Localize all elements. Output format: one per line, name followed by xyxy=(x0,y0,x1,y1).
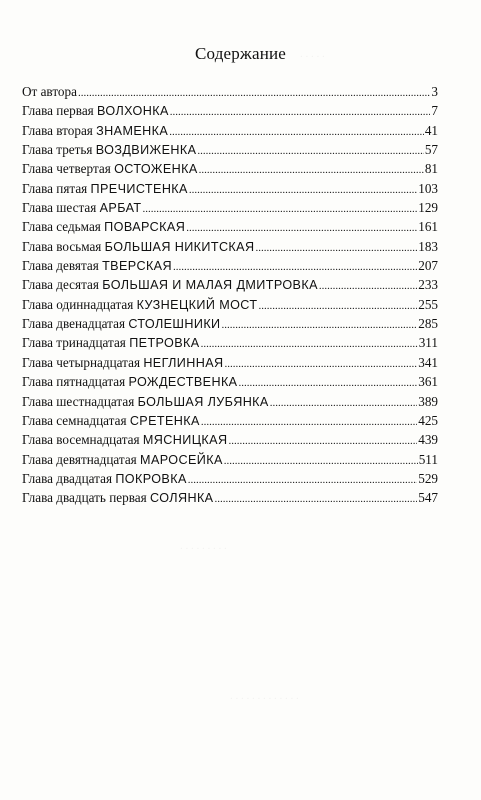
toc-entry xyxy=(22,411,438,430)
toc-entry-label xyxy=(22,469,187,489)
toc-entry-page-number: 389 xyxy=(418,393,438,409)
dot-leader xyxy=(199,161,424,180)
toc-entry-chapter-name: БОЛЬШАЯ И МАЛАЯ ДМИТРОВКА xyxy=(102,278,318,293)
dot-leader xyxy=(222,316,418,335)
toc-entry xyxy=(22,333,438,352)
table-of-contents xyxy=(22,82,438,508)
toc-entry-label xyxy=(22,121,168,141)
toc-entry-label xyxy=(22,314,221,334)
toc-entry xyxy=(22,82,438,101)
bleed-through-text: . . . . . . . . . . . . . xyxy=(230,690,299,702)
dot-leader xyxy=(224,452,418,471)
toc-entry-label xyxy=(22,179,188,199)
dot-leader xyxy=(197,142,423,161)
toc-entry-chapter-name: ПЕТРОВКА xyxy=(129,336,200,351)
toc-entry xyxy=(22,392,438,411)
toc-entry-label xyxy=(22,430,227,450)
dot-leader xyxy=(255,239,417,258)
toc-entry xyxy=(22,217,438,236)
toc-entry xyxy=(22,353,438,372)
toc-entry-chapter-name: АРБАТ xyxy=(99,201,142,216)
toc-entry-chapter-name: ВОЗДВИЖЕНКА xyxy=(95,143,197,158)
toc-entry-label xyxy=(22,295,257,315)
toc-entry-chapter-name: ЗНАМЕНКА xyxy=(96,123,169,138)
toc-entry-label xyxy=(22,101,169,121)
toc-entry-page-number: 341 xyxy=(418,354,438,370)
toc-entry xyxy=(22,121,438,140)
toc-entry-prefix: Глава пятая xyxy=(22,180,91,196)
toc-entry-chapter-name: ПОВАРСКАЯ xyxy=(104,220,186,235)
toc-entry-prefix: Глава десятая xyxy=(22,277,103,293)
toc-entry xyxy=(22,450,438,469)
toc-entry-page-number: 233 xyxy=(418,277,438,293)
toc-entry-page-number: 529 xyxy=(418,470,438,486)
toc-entry xyxy=(22,469,438,488)
dot-leader xyxy=(188,471,417,490)
dot-leader xyxy=(170,103,431,122)
toc-entry-chapter-name: МЯСНИЦКАЯ xyxy=(142,433,228,448)
toc-entry-label xyxy=(22,488,213,508)
toc-entry-prefix: Глава третья xyxy=(22,142,96,158)
toc-entry-chapter-name: ОСТОЖЕНКА xyxy=(114,162,198,177)
toc-entry-prefix: Глава девятая xyxy=(22,258,103,274)
toc-entry-chapter-name: СРЕТЕНКА xyxy=(129,413,200,428)
toc-entry-prefix: Глава семнадцатая xyxy=(22,412,130,428)
toc-entry-prefix: Глава двадцать первая xyxy=(22,490,151,506)
toc-entry-label xyxy=(22,372,237,392)
toc-entry-prefix: Глава тринадцатая xyxy=(22,335,130,351)
toc-entry-label xyxy=(22,82,77,101)
toc-entry xyxy=(22,101,438,120)
toc-entry-prefix: Глава четвертая xyxy=(22,161,115,177)
bleed-through-text: . . . . . . . . . xyxy=(180,540,227,552)
toc-entry xyxy=(22,430,438,449)
dot-leader xyxy=(228,432,417,451)
toc-entry-label xyxy=(22,140,196,160)
toc-entry-label xyxy=(22,392,269,412)
toc-entry-label xyxy=(22,333,200,353)
bleed-through-text: . . . . . xyxy=(300,48,325,60)
toc-entry-page-number: 425 xyxy=(418,412,438,428)
toc-entry-page-number: 41 xyxy=(424,122,438,138)
toc-entry-prefix: Глава вторая xyxy=(22,122,97,138)
toc-entry-prefix: Глава двенадцатая xyxy=(22,316,129,332)
dot-leader xyxy=(189,181,417,200)
toc-entry-page-number: 511 xyxy=(418,451,438,467)
toc-entry xyxy=(22,179,438,198)
toc-entry-chapter-name: КУЗНЕЦКИЙ МОСТ xyxy=(136,297,258,312)
toc-entry xyxy=(22,140,438,159)
dot-leader xyxy=(201,335,418,354)
toc-entry-chapter-name: ПРЕЧИСТЕНКА xyxy=(90,181,188,196)
dot-leader xyxy=(169,123,424,142)
toc-entry xyxy=(22,237,438,256)
toc-entry xyxy=(22,256,438,275)
toc-entry-prefix: Глава восьмая xyxy=(22,238,105,254)
toc-entry-prefix: Глава пятнадцатая xyxy=(22,374,129,390)
toc-entry-page-number: 255 xyxy=(418,296,438,312)
toc-entry-label xyxy=(22,256,172,276)
toc-entry-label xyxy=(22,450,223,470)
toc-entry-chapter-name: НЕГЛИННАЯ xyxy=(143,355,224,370)
toc-entry-page-number: 183 xyxy=(418,238,438,254)
toc-entry xyxy=(22,314,438,333)
toc-entry-page-number: 7 xyxy=(431,103,438,119)
toc-entry-prefix: Глава первая xyxy=(22,103,98,119)
toc-entry-prefix: Глава седьмая xyxy=(22,219,105,235)
toc-entry-page-number: 207 xyxy=(418,258,438,274)
toc-entry-page-number: 547 xyxy=(418,490,438,506)
dot-leader xyxy=(270,394,418,413)
toc-entry-label xyxy=(22,411,200,431)
dot-leader xyxy=(258,297,417,316)
toc-entry-prefix: От автора xyxy=(22,84,77,99)
dot-leader xyxy=(225,355,418,374)
toc-entry-prefix: Глава восемнадцатая xyxy=(22,432,143,448)
toc-entry-page-number: 439 xyxy=(418,432,438,448)
toc-entry-prefix: Глава шестая xyxy=(22,200,100,216)
toc-entry-page-number: 57 xyxy=(424,142,438,158)
toc-entry xyxy=(22,159,438,178)
toc-entry-chapter-name: СТОЛЕШНИКИ xyxy=(128,317,221,332)
toc-entry-chapter-name: ПОКРОВКА xyxy=(115,471,187,486)
toc-entry-prefix: Глава шестнадцатая xyxy=(22,393,138,409)
toc-entry-page-number: 361 xyxy=(418,374,438,390)
toc-entry-chapter-name: ВОЛХОНКА xyxy=(97,104,169,119)
toc-entry-prefix: Глава одиннадцатая xyxy=(22,296,137,312)
toc-entry-label xyxy=(22,217,185,237)
toc-entry xyxy=(22,372,438,391)
toc-entry xyxy=(22,488,438,507)
toc-entry-page-number: 129 xyxy=(418,200,438,216)
toc-entry-label xyxy=(22,275,318,295)
toc-entry-label xyxy=(22,159,198,179)
toc-entry-page-number: 3 xyxy=(431,84,438,99)
toc-entry-label xyxy=(22,237,254,257)
toc-entry-page-number: 81 xyxy=(424,161,438,177)
toc-entry-prefix: Глава девятнадцатая xyxy=(22,451,141,467)
toc-entry-chapter-name: БОЛЬШАЯ ЛУБЯНКА xyxy=(137,394,269,409)
toc-entry-label xyxy=(22,198,142,218)
toc-entry-page-number: 311 xyxy=(418,335,438,351)
toc-entry-label xyxy=(22,353,224,373)
toc-entry-prefix: Глава двадцатая xyxy=(22,470,116,486)
dot-leader xyxy=(201,413,417,432)
toc-entry-chapter-name: РОЖДЕСТВЕНКА xyxy=(128,375,238,390)
toc-entry-chapter-name: СОЛЯНКА xyxy=(150,491,214,506)
dot-leader xyxy=(319,277,417,296)
toc-entry-prefix: Глава четырнадцатая xyxy=(22,354,144,370)
toc-entry-chapter-name: БОЛЬШАЯ НИКИТСКАЯ xyxy=(104,239,255,254)
toc-entry-chapter-name: ТВЕРСКАЯ xyxy=(102,259,172,274)
toc-title: Содержание xyxy=(194,44,287,63)
dot-leader xyxy=(214,490,417,509)
toc-entry-page-number: 103 xyxy=(418,180,438,196)
toc-entry-page-number: 285 xyxy=(418,316,438,332)
toc-entry-chapter-name: МАРОСЕЙКА xyxy=(140,452,223,467)
toc-entry-page-number: 161 xyxy=(418,219,438,235)
toc-entry xyxy=(22,275,438,294)
toc-entry xyxy=(22,295,438,314)
toc-entry xyxy=(22,198,438,217)
